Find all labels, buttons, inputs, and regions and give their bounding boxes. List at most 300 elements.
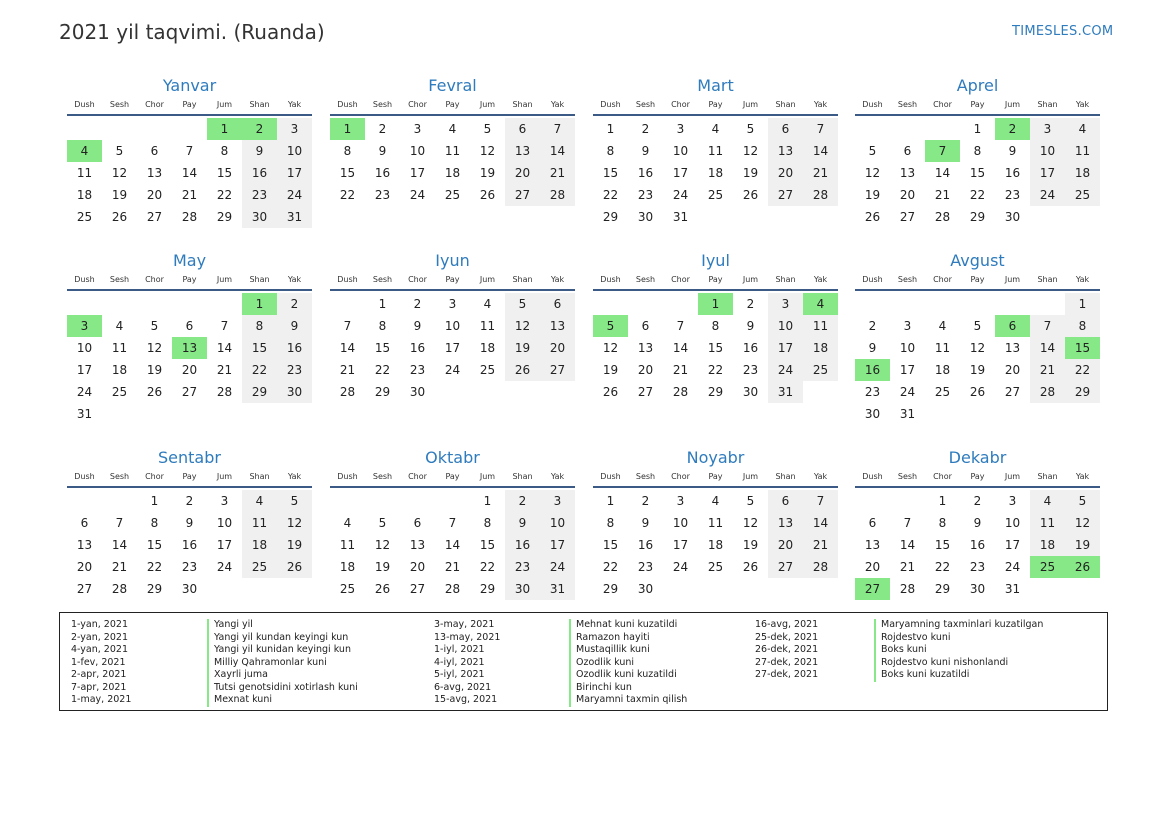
day-cell: 13 [1004, 341, 1021, 355]
weekday-label: Shan [512, 100, 533, 109]
day-cell: 31 [672, 210, 689, 224]
day-cell: 18 [339, 560, 356, 574]
day-cell: 29 [479, 582, 496, 596]
holiday-name: Xayrli juma [207, 669, 358, 682]
weekday-label: Dush [337, 275, 358, 284]
weekday-label: Yak [1075, 275, 1090, 284]
day-cell: 26 [111, 210, 128, 224]
weekday-label: Chor [671, 100, 690, 109]
day-cell: 25 [76, 210, 93, 224]
day-cell: 15 [216, 166, 233, 180]
weekday-label: Chor [408, 472, 427, 481]
holiday-day-cell: 15 [1065, 337, 1100, 359]
day-cell: 7 [115, 516, 124, 530]
empty-cell [925, 118, 960, 140]
day-cell: 30 [1004, 210, 1021, 224]
day-cell: 19 [602, 363, 619, 377]
weekday-label: Shan [249, 275, 270, 284]
weekday-label: Sesh [897, 275, 918, 284]
day-cell: 26 [146, 385, 163, 399]
weekday-label: Sesh [372, 275, 393, 284]
holiday-day-cell: 25 [1030, 556, 1065, 578]
weekday-label: Pay [182, 275, 197, 284]
day-cell: 11 [1030, 512, 1065, 534]
day-cell: 5 [746, 494, 755, 508]
holiday-date: 4-iyl, 2021 [434, 656, 485, 668]
weekday-label: Dush [337, 100, 358, 109]
month-aprel [855, 75, 1100, 228]
day-cell: 21 [672, 363, 689, 377]
day-cell: 20 [505, 162, 540, 184]
empty-cell [890, 118, 925, 140]
day-cell: 19 [864, 188, 881, 202]
day-cell: 7 [185, 144, 194, 158]
weekday-label: Chor [671, 275, 690, 284]
day-cell: 8 [220, 144, 229, 158]
empty-cell [365, 490, 400, 512]
day-cell: 22 [339, 188, 356, 202]
day-cell: 17 [672, 538, 689, 552]
day-cell: 10 [216, 516, 233, 530]
weekday-label: Sesh [372, 100, 393, 109]
holiday-date-column [71, 619, 131, 707]
day-cell: 5 [150, 319, 159, 333]
day-cell: 24 [277, 184, 312, 206]
month-sentabr [67, 447, 312, 600]
weekday-label: Shan [249, 472, 270, 481]
day-cell: 3 [676, 122, 685, 136]
holiday-date-column [755, 619, 818, 682]
day-cell: 2 [185, 494, 194, 508]
month-dekabr [855, 447, 1100, 600]
day-cell: 22 [934, 560, 951, 574]
day-cell: 18 [1065, 162, 1100, 184]
page-title: 2021 yil taqvimi. (Ruanda) [59, 20, 325, 44]
day-cell: 12 [146, 341, 163, 355]
weekday-label: Shan [1037, 275, 1058, 284]
empty-cell [663, 293, 698, 315]
weekday-label: Jum [479, 275, 496, 284]
day-cell: 28 [672, 385, 689, 399]
day-cell: 7 [803, 118, 838, 140]
day-cell: 17 [409, 166, 426, 180]
day-cell: 5 [277, 490, 312, 512]
day-cell: 18 [444, 166, 461, 180]
weekday-label: Pay [182, 472, 197, 481]
holiday-name: Yangi yil kunidan keyingi kun [207, 644, 358, 657]
weekday-label: Pay [708, 100, 723, 109]
month-name: Sentabr [158, 448, 221, 467]
day-cell: 15 [602, 166, 619, 180]
day-cell: 9 [413, 319, 422, 333]
day-cell: 31 [768, 381, 803, 403]
day-cell: 22 [602, 188, 619, 202]
weekday-label: Shan [775, 275, 796, 284]
day-cell: 7 [1030, 315, 1065, 337]
day-grid [593, 293, 838, 403]
day-cell: 30 [505, 578, 540, 600]
holiday-name: Maryamni taxmin qilish [569, 694, 687, 707]
day-grid [330, 118, 575, 206]
day-cell: 7 [220, 319, 229, 333]
day-cell: 14 [444, 538, 461, 552]
holiday-list [59, 612, 1108, 711]
day-cell: 29 [602, 210, 619, 224]
day-cell: 2 [277, 293, 312, 315]
day-cell: 2 [505, 490, 540, 512]
day-cell: 28 [181, 210, 198, 224]
empty-cell [102, 293, 137, 315]
day-cell: 7 [903, 516, 912, 530]
day-cell: 24 [672, 560, 689, 574]
day-cell: 25 [934, 385, 951, 399]
weekday-label: Dush [862, 472, 883, 481]
day-cell: 13 [540, 315, 575, 337]
weekday-label: Yak [550, 472, 565, 481]
holiday-day-cell: 4 [67, 140, 102, 162]
weekday-label: Sesh [635, 275, 656, 284]
holiday-date: 5-iyl, 2021 [434, 669, 485, 680]
day-cell: 10 [1030, 140, 1065, 162]
month-name: Iyul [701, 251, 730, 270]
day-cell: 22 [242, 359, 277, 381]
day-cell: 22 [707, 363, 724, 377]
day-cell: 11 [76, 166, 93, 180]
day-cell: 23 [409, 363, 426, 377]
weekday-header [593, 273, 838, 291]
month-name: Yanvar [162, 76, 217, 95]
holiday-day-cell: 2 [242, 118, 277, 140]
day-cell: 1 [150, 494, 159, 508]
weekday-header [593, 98, 838, 116]
day-grid [593, 118, 838, 228]
day-cell: 9 [868, 341, 877, 355]
month-name: Oktabr [425, 448, 480, 467]
holiday-name: Rojdestvo kuni nishonlandi [874, 657, 1043, 670]
month-name: Dekabr [948, 448, 1007, 467]
day-cell: 21 [339, 363, 356, 377]
day-cell: 16 [637, 166, 654, 180]
day-cell: 4 [1030, 490, 1065, 512]
day-cell: 11 [444, 144, 461, 158]
month-name: Iyun [435, 251, 470, 270]
holiday-day-cell: 1 [330, 118, 365, 140]
day-cell: 25 [339, 582, 356, 596]
holiday-date: 1-may, 2021 [71, 694, 132, 705]
day-cell: 29 [707, 385, 724, 399]
day-cell: 17 [768, 337, 803, 359]
day-cell: 12 [479, 144, 496, 158]
day-cell: 11 [1065, 140, 1100, 162]
day-cell: 3 [220, 494, 229, 508]
month-name: May [172, 251, 207, 270]
day-cell: 2 [641, 122, 650, 136]
day-cell: 23 [181, 560, 198, 574]
day-cell: 21 [934, 188, 951, 202]
day-cell: 6 [768, 490, 803, 512]
day-cell: 26 [505, 359, 540, 381]
weekday-label: Pay [445, 275, 460, 284]
day-cell: 11 [339, 538, 356, 552]
day-cell: 15 [339, 166, 356, 180]
day-cell: 15 [146, 538, 163, 552]
day-cell: 7 [676, 319, 685, 333]
day-cell: 22 [479, 560, 496, 574]
weekday-label: Jum [1004, 472, 1021, 481]
weekday-label: Jum [216, 100, 233, 109]
day-cell: 28 [803, 556, 838, 578]
weekday-label: Sesh [635, 472, 656, 481]
weekday-label: Shan [775, 100, 796, 109]
day-cell: 14 [111, 538, 128, 552]
day-cell: 17 [672, 166, 689, 180]
day-cell: 15 [242, 337, 277, 359]
day-cell: 31 [1004, 582, 1021, 596]
day-cell: 9 [973, 516, 982, 530]
weekday-label: Jum [479, 100, 496, 109]
brand-link[interactable]: TIMESLES.COM [1012, 24, 1114, 39]
day-cell: 26 [742, 560, 759, 574]
day-cell: 26 [864, 210, 881, 224]
weekday-label: Sesh [897, 472, 918, 481]
day-cell: 6 [641, 319, 650, 333]
day-cell: 28 [444, 582, 461, 596]
holiday-name: Yangi yil [207, 619, 358, 632]
day-cell: 23 [1004, 188, 1021, 202]
day-cell: 23 [969, 560, 986, 574]
month-name: Noyabr [686, 448, 745, 467]
day-cell: 9 [1008, 144, 1017, 158]
weekday-label: Yak [1075, 472, 1090, 481]
day-cell: 2 [746, 297, 755, 311]
day-cell: 24 [899, 385, 916, 399]
day-cell: 6 [413, 516, 422, 530]
day-cell: 14 [803, 512, 838, 534]
holiday-name-column [569, 619, 687, 707]
day-cell: 1 [606, 494, 615, 508]
day-cell: 16 [181, 538, 198, 552]
day-cell: 17 [216, 538, 233, 552]
day-cell: 18 [242, 534, 277, 556]
weekday-label: Jum [1004, 275, 1021, 284]
empty-cell [890, 293, 925, 315]
day-cell: 14 [1030, 337, 1065, 359]
weekday-label: Chor [145, 275, 164, 284]
day-cell: 13 [76, 538, 93, 552]
holiday-day-cell: 27 [855, 578, 890, 600]
empty-cell [67, 490, 102, 512]
day-cell: 27 [1004, 385, 1021, 399]
day-cell: 31 [899, 407, 916, 421]
weekday-label: Pay [970, 472, 985, 481]
day-cell: 14 [540, 140, 575, 162]
holiday-day-cell: 4 [803, 293, 838, 315]
month-noyabr [593, 447, 838, 600]
weekday-label: Sesh [109, 472, 130, 481]
day-cell: 24 [1030, 184, 1065, 206]
empty-cell [960, 293, 995, 315]
day-cell: 4 [343, 516, 352, 530]
day-cell: 23 [505, 556, 540, 578]
day-cell: 1 [483, 494, 492, 508]
day-cell: 10 [277, 140, 312, 162]
holiday-name: Ozodlik kuni kuzatildi [569, 669, 687, 682]
holiday-date-column [434, 619, 500, 707]
day-cell: 14 [216, 341, 233, 355]
day-cell: 8 [711, 319, 720, 333]
day-grid [67, 118, 312, 228]
day-cell: 11 [479, 319, 496, 333]
holiday-name: Maryamning taxminlari kuzatilgan [874, 619, 1043, 632]
day-cell: 7 [448, 516, 457, 530]
day-cell: 6 [185, 319, 194, 333]
day-cell: 27 [768, 184, 803, 206]
day-cell: 16 [505, 534, 540, 556]
day-cell: 18 [707, 166, 724, 180]
month-name: Fevral [428, 76, 477, 95]
weekday-label: Shan [512, 275, 533, 284]
day-cell: 22 [374, 363, 391, 377]
day-cell: 25 [1065, 184, 1100, 206]
day-cell: 19 [742, 538, 759, 552]
day-cell: 30 [637, 582, 654, 596]
holiday-name: Mexnat kuni [207, 694, 358, 707]
day-grid [855, 490, 1100, 600]
weekday-label: Jum [742, 275, 759, 284]
day-cell: 23 [742, 363, 759, 377]
day-cell: 3 [903, 319, 912, 333]
empty-cell [102, 118, 137, 140]
day-cell: 10 [540, 512, 575, 534]
day-grid [330, 293, 575, 403]
weekday-label: Pay [182, 100, 197, 109]
day-cell: 3 [1030, 118, 1065, 140]
day-cell: 23 [637, 188, 654, 202]
day-cell: 15 [602, 538, 619, 552]
day-cell: 24 [540, 556, 575, 578]
day-cell: 12 [374, 538, 391, 552]
day-cell: 2 [378, 122, 387, 136]
day-cell: 15 [934, 538, 951, 552]
holiday-day-cell: 1 [242, 293, 277, 315]
day-cell: 17 [277, 162, 312, 184]
weekday-label: Dush [74, 100, 95, 109]
holiday-day-cell: 1 [207, 118, 242, 140]
day-cell: 25 [242, 556, 277, 578]
day-cell: 22 [969, 188, 986, 202]
empty-cell [330, 490, 365, 512]
day-cell: 4 [483, 297, 492, 311]
day-cell: 28 [111, 582, 128, 596]
day-cell: 23 [637, 560, 654, 574]
holiday-name: Ozodlik kuni [569, 657, 687, 670]
day-cell: 22 [602, 560, 619, 574]
day-cell: 10 [899, 341, 916, 355]
day-cell: 9 [505, 512, 540, 534]
weekday-label: Chor [408, 100, 427, 109]
day-cell: 15 [374, 341, 391, 355]
empty-cell [925, 293, 960, 315]
day-cell: 12 [864, 166, 881, 180]
weekday-label: Yak [550, 275, 565, 284]
day-cell: 9 [641, 144, 650, 158]
day-cell: 10 [76, 341, 93, 355]
day-cell: 31 [277, 206, 312, 228]
day-cell: 9 [185, 516, 194, 530]
day-cell: 4 [242, 490, 277, 512]
day-cell: 8 [1065, 315, 1100, 337]
day-cell: 13 [409, 538, 426, 552]
holiday-date: 1-iyl, 2021 [434, 644, 485, 655]
day-cell: 24 [409, 188, 426, 202]
holiday-date: 2-apr, 2021 [71, 669, 127, 680]
day-cell: 24 [216, 560, 233, 574]
day-cell: 6 [505, 118, 540, 140]
weekday-header [855, 98, 1100, 116]
day-cell: 3 [1008, 494, 1017, 508]
day-cell: 6 [540, 293, 575, 315]
day-cell: 9 [746, 319, 755, 333]
weekday-label: Yak [813, 472, 828, 481]
day-cell: 24 [444, 363, 461, 377]
day-cell: 19 [1065, 534, 1100, 556]
empty-cell [67, 293, 102, 315]
day-cell: 28 [899, 582, 916, 596]
day-cell: 27 [899, 210, 916, 224]
day-cell: 5 [746, 122, 755, 136]
weekday-label: Chor [145, 472, 164, 481]
holiday-name: Rojdestvo kuni [874, 632, 1043, 645]
day-cell: 8 [242, 315, 277, 337]
day-cell: 28 [1030, 381, 1065, 403]
empty-cell [628, 293, 663, 315]
day-cell: 16 [409, 341, 426, 355]
day-cell: 15 [707, 341, 724, 355]
day-cell: 17 [540, 534, 575, 556]
day-cell: 5 [868, 144, 877, 158]
day-cell: 29 [969, 210, 986, 224]
day-cell: 8 [343, 144, 352, 158]
holiday-name-column [207, 619, 358, 707]
day-cell: 14 [934, 166, 951, 180]
day-cell: 17 [76, 363, 93, 377]
day-cell: 29 [146, 582, 163, 596]
day-cell: 31 [76, 407, 93, 421]
day-cell: 2 [973, 494, 982, 508]
day-cell: 27 [181, 385, 198, 399]
day-cell: 17 [1004, 538, 1021, 552]
weekday-label: Sesh [372, 472, 393, 481]
weekday-label: Pay [970, 275, 985, 284]
weekday-label: Shan [1037, 472, 1058, 481]
day-cell: 24 [76, 385, 93, 399]
day-cell: 1 [1065, 293, 1100, 315]
empty-cell [67, 118, 102, 140]
holiday-date: 16-avg, 2021 [755, 619, 819, 630]
day-cell: 8 [606, 516, 615, 530]
day-cell: 13 [146, 166, 163, 180]
day-cell: 14 [181, 166, 198, 180]
day-grid [330, 490, 575, 600]
day-cell: 24 [1004, 560, 1021, 574]
day-cell: 16 [374, 166, 391, 180]
day-cell: 27 [76, 582, 93, 596]
empty-cell [1030, 293, 1065, 315]
day-cell: 14 [899, 538, 916, 552]
weekday-label: Jum [1004, 100, 1021, 109]
month-yanvar [67, 75, 312, 228]
weekday-label: Shan [775, 472, 796, 481]
